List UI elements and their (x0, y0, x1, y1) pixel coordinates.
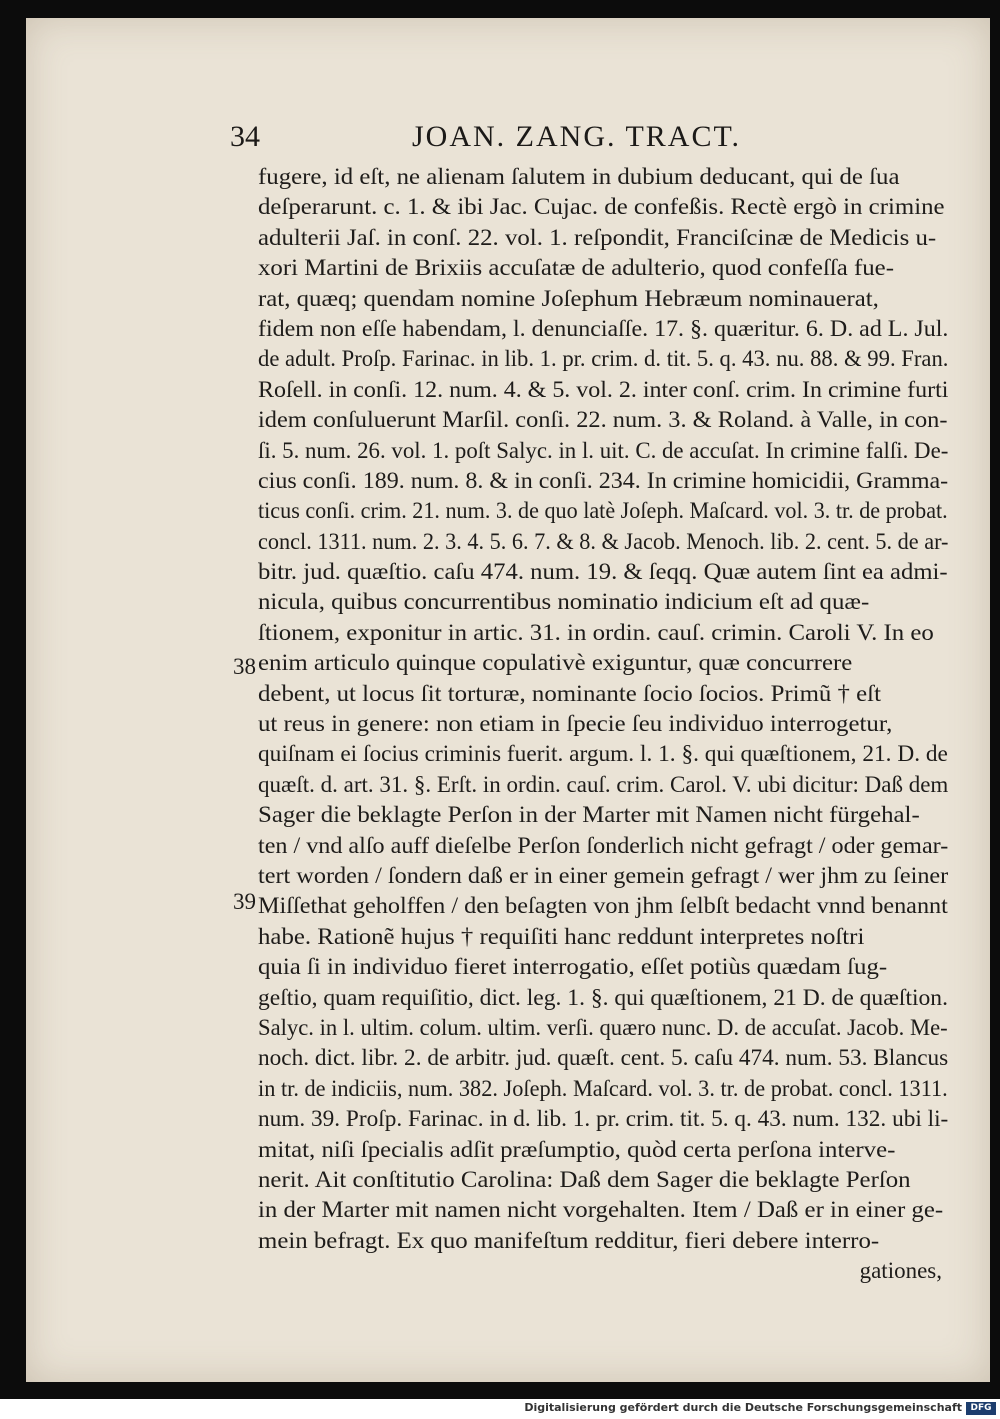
text-line: in tr. de indiciis, num. 382. Joſeph. Maſcard. vol. 3. tr. de probat. concl. 1311. (258, 1075, 948, 1101)
text-line: quæſt. d. art. 31. §. Erſt. in ordin. cauſ. crim. Carol. V. ubi dicitur: Daß dem (258, 771, 948, 797)
text-line: Roſell. in conſi. 12. num. 4. & 5. vol. 2. inter conſ. crim. In crimine furti (258, 376, 948, 402)
text-line: concl. 1311. num. 2. 3. 4. 5. 6. 7. & 8. & Jacob. Menoch. lib. 2. cent. 5. de ar- (258, 528, 948, 554)
text-line: debent, ut locus ſit torturæ, nominante ſocio ſocios. Primũ † eſt (258, 680, 881, 706)
text-line: noch. dict. libr. 2. de arbitr. jud. quæſt. cent. 5. caſu 474. num. 53. Blancus (258, 1045, 948, 1071)
page-number: 34 (230, 120, 260, 153)
text-line: rat, quæq; quendam nomine Joſephum Hebræum nominauerat, (258, 285, 879, 311)
text-line: ten / vnd alſo auff dieſelbe Perſon ſonderlich nicht gefragt / oder gemar- (258, 832, 948, 858)
footer-credit: Digitalisierung gefördert durch die Deutsche Forschungsgemeinschaft (524, 1401, 962, 1414)
text-line: ticus conſi. crim. 21. num. 3. de quo latè Joſeph. Maſcard. vol. 3. tr. de probat. (258, 498, 948, 524)
text-line: in der Marter mit namen nicht vorgehalten. Item / Daß er in einer ge- (258, 1197, 944, 1223)
text-line: quia ſi in individuo fieret interrogatio, eſſet potiùs quædam ſug- (258, 954, 888, 980)
text-line: tert worden / ſondern daß er in einer gemein gefragt / wer jhm zu ſeiner (258, 862, 948, 888)
text-line: mitat, niſi ſpecialis adſit præſumptio, quòd certa perſona interve- (258, 1136, 896, 1162)
text-line: cius conſi. 189. num. 8. & in conſi. 234. In crimine homicidii, Gramma- (258, 467, 948, 493)
text-line: nicula, quibus concurrentibus nominatio indicium eſt ad quæ- (258, 589, 870, 615)
text-line: Miſſethat geholffen / den beſagten von jhm ſelbſt bedacht vnnd benannt (258, 893, 948, 919)
text-line: enim articulo quinque copulativè exiguntur, quæ concurrere (258, 650, 853, 676)
text-line: ſtionem, exponitur in artic. 31. in ordin. cauſ. crimin. Caroli V. In eo (258, 619, 934, 645)
footer-bar (0, 1399, 1000, 1419)
text-line: habe. Rationẽ hujus † requiſiti hanc reddunt interpretes noſtri (258, 923, 865, 949)
dfg-logo-icon: DFG (966, 1402, 996, 1415)
text-line: geſtio, quam requiſitio, dict. leg. 1. §. qui quæſtionem, 21 D. de quæſtion. (258, 984, 948, 1010)
text-line: Salyc. in l. ultim. colum. ultim. verſi. quæro nunc. D. de accuſat. Jacob. Me- (258, 1014, 948, 1040)
text-line: bitr. jud. quæſtio. caſu 474. num. 19. & ſeqq. Quæ autem ſint ea admi- (258, 559, 948, 585)
text-line: fidem non eſſe habendam, l. denunciaſſe. 17. §. quæritur. 6. D. ad L. Jul. (258, 315, 948, 341)
text-line: nerit. Ait conſtitutio Carolina: Daß dem Sager die beklagte Perſon (258, 1166, 911, 1192)
margin-note-38: 38 (233, 654, 256, 679)
body-text (258, 162, 948, 1286)
margin-note-39: 39 (233, 889, 256, 914)
text-line: adulterii Jaſ. in conſ. 22. vol. 1. reſpondit, Franciſcinæ de Medicis u- (258, 224, 937, 250)
text-line: xori Martini de Brixiis accuſatæ de adulterio, quod confeſſa fue- (258, 255, 894, 281)
text-line: idem conſuluerunt Marſil. conſi. 22. num. 3. & Roland. à Valle, in con- (258, 407, 948, 433)
text-line: ſi. 5. num. 26. vol. 1. poſt Salyc. in l. uit. C. de accuſat. In crimine falſi. De- (258, 437, 948, 463)
text-line: de adult. Proſp. Farinac. in lib. 1. pr. crim. d. tit. 5. q. 43. nu. 88. & 99. Fran. (258, 346, 948, 372)
text-line: Sager die beklagte Perſon in der Marter mit Namen nicht fürgehal- (258, 802, 920, 828)
text-line: mein befragt. Ex quo manifeſtum redditur, fieri debere interro- (258, 1227, 880, 1253)
running-title: JOAN. ZANG. TRACT. (412, 120, 742, 153)
text-line: quiſnam ei ſocius criminis fuerit. argum. l. 1. §. qui quæſtionem, 21. D. de (258, 741, 948, 767)
text-line: num. 39. Proſp. Farinac. in d. lib. 1. pr. crim. tit. 5. q. 43. num. 132. ubi li- (258, 1106, 948, 1132)
text-line: deſperarunt. c. 1. & ibi Jac. Cujac. de confeßis. Rectè ergò in crimine (258, 194, 945, 220)
text-line-catchword: gationes, (859, 1258, 942, 1284)
page-header (230, 120, 790, 160)
text-line: fugere, id eſt, ne alienam ſalutem in dubium deducant, qui de ſua (258, 164, 900, 189)
text-line: ut reus in genere: non etiam in ſpecie ſeu individuo interrogetur, (258, 711, 893, 737)
